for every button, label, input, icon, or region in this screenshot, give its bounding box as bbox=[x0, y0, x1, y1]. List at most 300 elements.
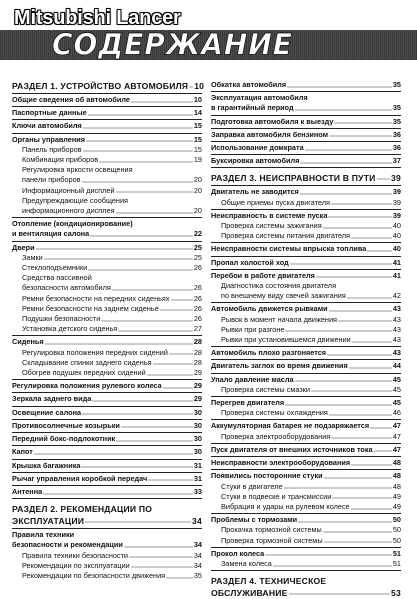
page-number: 47 bbox=[392, 421, 401, 431]
entry-title: Перегрев двигателя bbox=[211, 398, 285, 408]
toc-column-right bbox=[211, 80, 401, 599]
page-number: 33 bbox=[193, 486, 202, 496]
dot-leader bbox=[329, 304, 392, 312]
toc-subentry[interactable] bbox=[211, 525, 401, 535]
dot-leader bbox=[377, 172, 391, 180]
toc-entry[interactable] bbox=[12, 243, 202, 253]
toc-subentry[interactable] bbox=[211, 231, 401, 241]
dot-leader bbox=[45, 337, 193, 345]
divider bbox=[12, 133, 202, 134]
divider bbox=[211, 91, 401, 92]
page-number: 10 bbox=[193, 95, 202, 104]
divider bbox=[12, 119, 202, 120]
toc-entry[interactable] bbox=[12, 394, 202, 404]
section-heading[interactable] bbox=[211, 575, 401, 599]
page-number: 25 bbox=[193, 252, 202, 262]
toc-entry[interactable] bbox=[12, 530, 202, 550]
page-number: 49 bbox=[392, 501, 401, 511]
toc-entry[interactable] bbox=[211, 348, 401, 358]
entry-row bbox=[211, 231, 401, 241]
entry-title-line: Отопление (кондиционирование) bbox=[12, 219, 133, 229]
entry-row bbox=[211, 103, 401, 113]
page-number: 51 bbox=[392, 548, 401, 558]
dot-leader bbox=[85, 515, 191, 523]
page-number: 15 bbox=[193, 134, 202, 144]
toc-entry[interactable] bbox=[12, 219, 202, 239]
toc-entry[interactable] bbox=[211, 375, 401, 385]
toc-entry[interactable] bbox=[211, 244, 401, 254]
dot-leader bbox=[370, 421, 392, 429]
divider bbox=[12, 93, 202, 94]
toc-subentry[interactable] bbox=[211, 335, 401, 345]
page-number: 51 bbox=[392, 558, 401, 568]
page-number: 30 bbox=[193, 447, 202, 457]
entry-row bbox=[12, 314, 202, 324]
entry-title-line: Правила техники bbox=[12, 530, 75, 540]
toc-entry[interactable] bbox=[211, 117, 401, 127]
toc-entry[interactable] bbox=[12, 95, 202, 105]
entry-row bbox=[211, 211, 401, 221]
toc-entry[interactable] bbox=[211, 130, 401, 140]
dot-leader bbox=[88, 108, 193, 116]
page-number: 19 bbox=[193, 155, 202, 165]
toc-subentry[interactable] bbox=[12, 348, 202, 358]
page-number: 50 bbox=[392, 525, 401, 535]
toc-entry[interactable] bbox=[12, 487, 202, 497]
dot-leader bbox=[351, 231, 392, 239]
page-number: 30 bbox=[193, 407, 202, 417]
divider bbox=[211, 256, 401, 257]
dot-leader bbox=[316, 271, 392, 279]
entry-row bbox=[211, 515, 401, 525]
section-heading[interactable] bbox=[12, 503, 202, 527]
toc-entry[interactable] bbox=[211, 93, 401, 113]
dot-leader bbox=[36, 243, 193, 251]
toc-entry[interactable] bbox=[12, 408, 202, 418]
page-number: 34 bbox=[193, 550, 202, 560]
page-title: СОДЕРЖАНИЕ bbox=[52, 27, 293, 62]
toc-entry[interactable] bbox=[211, 421, 401, 431]
entry-row bbox=[211, 375, 401, 385]
dot-leader bbox=[81, 461, 192, 469]
dot-leader bbox=[153, 358, 193, 366]
entry-row bbox=[211, 525, 401, 535]
toc-subentry[interactable] bbox=[211, 385, 401, 395]
entry-row bbox=[12, 551, 202, 561]
dot-leader bbox=[327, 348, 392, 356]
dot-leader bbox=[285, 398, 392, 406]
page-number: 30 bbox=[193, 434, 202, 444]
entry-title: Буксировка автомобиля bbox=[211, 156, 300, 166]
dot-leader bbox=[34, 447, 193, 455]
dot-leader bbox=[351, 502, 392, 510]
entry-row bbox=[12, 571, 202, 581]
section-heading[interactable] bbox=[211, 172, 401, 184]
dot-leader bbox=[88, 263, 193, 271]
entry-row bbox=[12, 121, 202, 131]
entry-title: Заправка автомобиля бензином bbox=[211, 129, 328, 139]
toc-subentry[interactable] bbox=[211, 559, 401, 569]
entry-title: Стуки в двигателе bbox=[221, 481, 283, 491]
toc-subentry[interactable] bbox=[12, 358, 202, 368]
entry-row bbox=[12, 421, 202, 431]
entry-row bbox=[211, 445, 401, 455]
toc-entry[interactable] bbox=[211, 258, 401, 268]
dot-leader bbox=[116, 206, 193, 214]
dot-leader bbox=[112, 283, 193, 291]
dot-leader bbox=[324, 471, 392, 479]
page-number: 26 bbox=[193, 293, 202, 303]
toc-entry[interactable] bbox=[211, 211, 401, 221]
entry-row bbox=[12, 294, 202, 304]
entry-row bbox=[211, 325, 401, 335]
entry-row bbox=[12, 243, 202, 253]
page-number: 28 bbox=[193, 347, 202, 357]
page-number: 29 bbox=[193, 394, 202, 404]
dot-leader bbox=[171, 294, 193, 302]
page-number: 40 bbox=[392, 244, 401, 254]
toc-entry[interactable] bbox=[12, 447, 202, 457]
entry-title: Пропал холостой ход bbox=[211, 257, 289, 267]
toc-subentry[interactable] bbox=[211, 482, 401, 492]
page-number: 29 bbox=[193, 381, 202, 391]
divider bbox=[12, 406, 202, 407]
page-number: 26 bbox=[193, 303, 202, 313]
divider bbox=[211, 269, 401, 270]
dot-leader bbox=[148, 474, 193, 482]
dot-leader bbox=[101, 314, 193, 322]
toc-subentry[interactable] bbox=[12, 324, 202, 334]
entry-title: Органы управления bbox=[12, 134, 86, 144]
entry-title: Регулировка положения передних сидений bbox=[22, 347, 168, 357]
entry-row bbox=[12, 368, 202, 378]
toc-subentry[interactable] bbox=[211, 408, 401, 418]
entry-row bbox=[12, 206, 202, 216]
entry-row bbox=[211, 549, 401, 559]
entry-title: Передний бокс-подлокотник bbox=[12, 434, 116, 444]
toc-subentry[interactable] bbox=[211, 492, 401, 502]
toc-entry[interactable] bbox=[12, 461, 202, 471]
dot-leader bbox=[328, 211, 391, 219]
dot-leader bbox=[323, 525, 392, 533]
dot-leader bbox=[287, 80, 392, 88]
entry-title: Рычаг управления коробкой передач bbox=[12, 473, 148, 483]
entry-title: ОБСЛУЖИВАНИЕ bbox=[211, 588, 288, 599]
toc-subentry[interactable] bbox=[211, 281, 401, 301]
entry-row bbox=[12, 408, 202, 418]
entry-row bbox=[211, 80, 401, 90]
divider bbox=[211, 469, 401, 470]
section-heading[interactable] bbox=[12, 80, 205, 92]
toc-entry[interactable] bbox=[211, 515, 401, 525]
entry-title: Подготовка автомобиля к выезду bbox=[211, 116, 334, 126]
page-number: 53 bbox=[391, 588, 401, 599]
entry-row bbox=[12, 348, 202, 358]
entry-title: безопасности и рекомендации bbox=[12, 540, 123, 550]
page-number: 43 bbox=[392, 304, 401, 314]
toc-entry[interactable] bbox=[211, 304, 401, 314]
dot-leader bbox=[295, 103, 392, 111]
toc-entry[interactable] bbox=[12, 474, 202, 484]
page-number: 27 bbox=[193, 324, 202, 334]
toc-subentry[interactable] bbox=[12, 196, 202, 216]
entry-row bbox=[211, 117, 401, 127]
toc-entry[interactable] bbox=[211, 398, 401, 408]
entry-row bbox=[211, 244, 401, 254]
dot-leader bbox=[118, 324, 193, 332]
divider bbox=[211, 167, 401, 168]
entry-title: по внешнему виду свечей зажигания bbox=[221, 291, 346, 301]
page-number: 39 bbox=[391, 173, 401, 184]
divider bbox=[12, 432, 202, 433]
entry-title: Противосолнечные козырьки bbox=[12, 420, 120, 430]
page-number: 35 bbox=[392, 103, 401, 113]
entry-row bbox=[211, 304, 401, 314]
toc-entry[interactable] bbox=[12, 108, 202, 118]
entry-title: Двери bbox=[12, 242, 35, 252]
entry-title: Проверка системы смазки bbox=[221, 384, 310, 394]
dot-leader bbox=[131, 95, 193, 103]
page-number: 25 bbox=[193, 242, 202, 252]
dot-leader bbox=[273, 559, 392, 567]
toc-subentry[interactable] bbox=[12, 368, 202, 378]
divider bbox=[12, 445, 202, 446]
dot-leader bbox=[329, 408, 392, 416]
toc-subentry[interactable] bbox=[12, 273, 202, 293]
toc-entry[interactable] bbox=[12, 421, 202, 431]
page-number: 43 bbox=[392, 348, 401, 358]
dot-leader bbox=[338, 315, 392, 323]
entry-title: РАЗДЕЛ 1. УСТРОЙСТВО АВТОМОБИЛЯ bbox=[12, 81, 189, 91]
entry-row bbox=[211, 221, 401, 231]
toc-subentry[interactable] bbox=[211, 198, 401, 208]
entry-title: Проверка системы зажигания bbox=[221, 221, 322, 231]
entry-title: Неисправности системы впрыска топлива bbox=[211, 244, 367, 254]
divider bbox=[12, 498, 202, 499]
entry-title: Проблемы с тормозами bbox=[211, 515, 298, 525]
divider bbox=[211, 456, 401, 457]
toc-column-left bbox=[12, 80, 205, 581]
dot-leader bbox=[131, 561, 193, 569]
entry-title: Автомобиль плохо разгоняется bbox=[211, 348, 327, 358]
page-number: 31 bbox=[193, 473, 202, 483]
dot-leader bbox=[147, 368, 193, 376]
dot-leader bbox=[169, 348, 193, 356]
page-number: 37 bbox=[392, 156, 401, 166]
entry-title: Рывки при установившемся движении bbox=[221, 335, 351, 345]
page-number: 15 bbox=[193, 121, 202, 131]
entry-row bbox=[211, 559, 401, 569]
page-number: 48 bbox=[392, 458, 401, 468]
dot-leader bbox=[99, 155, 193, 163]
divider bbox=[12, 459, 202, 460]
entry-row bbox=[12, 358, 202, 368]
page-number: 43 bbox=[392, 324, 401, 334]
divider bbox=[211, 547, 401, 548]
divider bbox=[12, 485, 202, 486]
toc-subentry[interactable] bbox=[12, 304, 202, 314]
divider bbox=[12, 528, 202, 529]
dot-leader bbox=[300, 156, 392, 164]
entry-title: Панель приборов bbox=[22, 144, 82, 154]
page-number: 10 bbox=[194, 81, 205, 91]
toc-subentry[interactable] bbox=[211, 221, 401, 231]
dot-leader bbox=[163, 381, 193, 389]
entry-title: Использование домкрата bbox=[211, 143, 304, 153]
entry-title: Аккумуляторная батарея не подзаряжается bbox=[211, 421, 370, 431]
toc-subentry[interactable] bbox=[12, 263, 202, 273]
page-number: 35 bbox=[392, 80, 401, 89]
page-number: 39 bbox=[392, 197, 401, 207]
entry-title: Подушки безопасности bbox=[22, 314, 101, 324]
dot-leader bbox=[347, 291, 392, 299]
divider bbox=[211, 302, 401, 303]
entry-title: Стеклоподъемники bbox=[22, 263, 88, 273]
toc-subentry[interactable] bbox=[12, 186, 202, 196]
dot-leader bbox=[298, 515, 392, 523]
toc-entry[interactable] bbox=[211, 271, 401, 281]
toc-entry[interactable] bbox=[211, 445, 401, 455]
entry-title: Появились посторонние стуки bbox=[211, 471, 323, 481]
page-number: 34 bbox=[192, 516, 202, 527]
toc-entry[interactable] bbox=[211, 458, 401, 468]
dot-leader bbox=[116, 434, 193, 442]
entry-title: Двигатель заглох во время движения bbox=[211, 361, 348, 371]
entry-title: Рекомендации по безопасности движения bbox=[22, 570, 166, 580]
toc-subentry[interactable] bbox=[12, 561, 202, 571]
entry-title-line: Эксплуатация автомобиля bbox=[211, 93, 308, 103]
dot-leader bbox=[160, 304, 193, 312]
dot-leader bbox=[305, 143, 392, 151]
toc-entry[interactable] bbox=[211, 187, 401, 197]
entry-row bbox=[211, 502, 401, 512]
toc-subentry[interactable] bbox=[12, 571, 202, 581]
page-number: 50 bbox=[392, 535, 401, 545]
toc-entry[interactable] bbox=[211, 361, 401, 371]
dot-leader bbox=[90, 229, 193, 237]
entry-title: Освещение салона bbox=[12, 407, 82, 417]
entry-row bbox=[12, 186, 202, 196]
toc-subentry[interactable] bbox=[211, 502, 401, 512]
entry-row bbox=[12, 135, 202, 145]
dot-leader bbox=[284, 482, 392, 490]
entry-title: Проверка тормозной системы bbox=[221, 535, 323, 545]
toc-entry[interactable] bbox=[211, 143, 401, 153]
entry-title: Ключи автомобиля bbox=[12, 121, 82, 131]
dot-leader bbox=[324, 536, 392, 544]
page-number: 26 bbox=[193, 314, 202, 324]
divider bbox=[12, 217, 202, 218]
entry-title: и вентиляция салона bbox=[12, 229, 90, 239]
dot-leader bbox=[329, 130, 392, 138]
entry-row bbox=[211, 398, 401, 408]
page-number: 46 bbox=[392, 408, 401, 418]
toc-subentry[interactable] bbox=[12, 294, 202, 304]
toc-entry[interactable] bbox=[12, 434, 202, 444]
brand-title: Mitsubishi Lancer bbox=[14, 7, 181, 29]
toc-entry[interactable] bbox=[211, 471, 401, 481]
entry-row bbox=[12, 155, 202, 165]
entry-row bbox=[211, 587, 401, 599]
dot-leader bbox=[323, 221, 392, 229]
divider bbox=[211, 419, 401, 420]
divider bbox=[211, 209, 401, 210]
toc-entry[interactable] bbox=[211, 549, 401, 559]
toc-subentry[interactable] bbox=[211, 432, 401, 442]
page-number: 34 bbox=[193, 540, 202, 550]
dot-leader bbox=[349, 361, 392, 369]
toc-entry[interactable] bbox=[12, 381, 202, 391]
entry-row bbox=[211, 432, 401, 442]
toc-entry[interactable] bbox=[211, 156, 401, 166]
page-number: 31 bbox=[193, 460, 202, 470]
divider bbox=[211, 373, 401, 374]
entry-row bbox=[211, 271, 401, 281]
toc-subentry[interactable] bbox=[12, 253, 202, 263]
entry-title: Проверка системы питания двигателя bbox=[221, 231, 351, 241]
dot-leader bbox=[331, 198, 392, 206]
page-number: 28 bbox=[193, 337, 202, 347]
entry-title-line: РАЗДЕЛ 4. ТЕХНИЧЕСКОЕ bbox=[211, 576, 327, 587]
entry-title: Рывки при разгоне bbox=[221, 324, 285, 334]
entry-row bbox=[211, 458, 401, 468]
divider bbox=[12, 241, 202, 242]
entry-title: Замки bbox=[22, 252, 43, 262]
dot-leader bbox=[44, 253, 193, 261]
entry-title: Зеркала заднего вида bbox=[12, 394, 92, 404]
entry-title: Рекомендации по эксплуатации bbox=[22, 560, 130, 570]
toc-subentry[interactable] bbox=[12, 551, 202, 561]
toc-subentry[interactable] bbox=[211, 536, 401, 546]
toc-subentry[interactable] bbox=[12, 145, 202, 155]
divider bbox=[211, 154, 401, 155]
toc-subentry[interactable] bbox=[12, 155, 202, 165]
dot-leader bbox=[374, 445, 392, 453]
entry-row bbox=[12, 394, 202, 404]
divider bbox=[12, 472, 202, 473]
dot-leader bbox=[334, 117, 391, 125]
entry-row bbox=[211, 492, 401, 502]
entry-row bbox=[12, 461, 202, 471]
page-number: 20 bbox=[193, 185, 202, 195]
toc-subentry[interactable] bbox=[211, 325, 401, 335]
dot-leader bbox=[265, 549, 392, 557]
entry-title: Сиденья bbox=[12, 337, 44, 347]
entry-title: Общие сведения об автомобиле bbox=[12, 95, 130, 104]
entry-row bbox=[211, 536, 401, 546]
page-number: 45 bbox=[392, 398, 401, 408]
toc-subentry[interactable] bbox=[211, 315, 401, 325]
toc-entry[interactable] bbox=[12, 121, 202, 131]
dot-leader bbox=[82, 408, 193, 416]
toc-subentry[interactable] bbox=[12, 165, 202, 185]
toc-entry[interactable] bbox=[12, 337, 202, 347]
dot-leader bbox=[285, 325, 391, 333]
entry-row bbox=[12, 95, 202, 105]
entry-title-line: Диагностика состояния двигателя bbox=[221, 281, 337, 291]
divider bbox=[211, 359, 401, 360]
dot-leader bbox=[166, 571, 193, 579]
page-number: 26 bbox=[193, 263, 202, 273]
entry-title: Информационный дисплей bbox=[22, 185, 115, 195]
entry-row bbox=[211, 348, 401, 358]
toc-subentry[interactable] bbox=[12, 314, 202, 324]
toc-entry[interactable] bbox=[12, 135, 202, 145]
page-number: 40 bbox=[392, 231, 401, 241]
dot-leader bbox=[129, 551, 193, 559]
entry-title: Комбинация приборов bbox=[22, 155, 99, 165]
toc-entry[interactable] bbox=[211, 80, 401, 90]
